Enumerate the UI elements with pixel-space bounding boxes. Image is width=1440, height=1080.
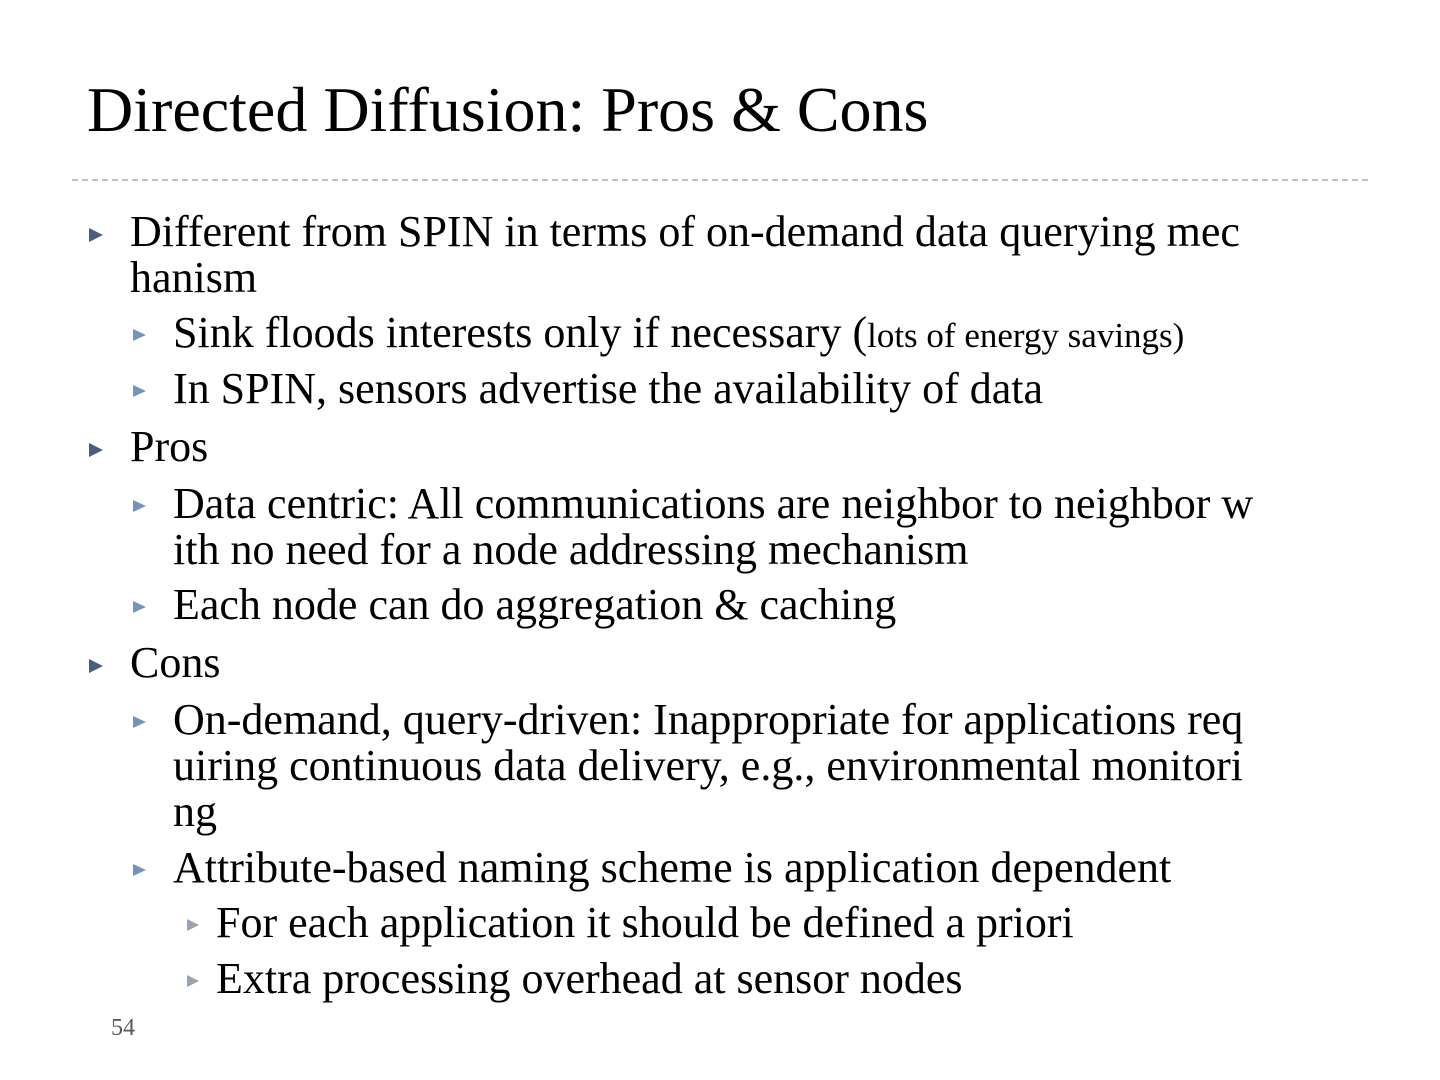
triangle-bullet-icon [133,864,146,876]
triangle-bullet-icon [89,659,103,673]
triangle-bullet-icon [187,919,199,931]
bullet-text: In SPIN, sensors advertise the availability of data [173,364,1044,413]
page-number: 54 [111,1015,135,1041]
bullet-text-line-2: uiring continuous data delivery, e.g., environmental monitori [173,741,1244,790]
bullet-text: Extra processing overhead at sensor nodes [216,954,963,1003]
triangle-bullet-icon [133,500,146,512]
triangle-bullet-icon [89,443,103,457]
bullet-text: Cons [130,638,221,687]
bullet-text [173,310,1184,359]
bullet-text: Each node can do aggregation & caching [173,580,897,629]
bullet-text-line-1: Data centric: All communications are neighbor to neighbor w [173,479,1254,528]
bullet-text: For each application it should be defined a priori [216,898,1074,947]
bullet-text: Attribute-based naming scheme is application dependent [173,843,1172,892]
triangle-bullet-icon [187,975,199,987]
slide-title: Directed Diffusion: Pros & Cons [87,74,929,145]
bullet-text-line-1: On-demand, query-driven: Inappropriate for applications req [173,695,1244,744]
bullet-text-line-2: ith no need for a node addressing mechanism [173,525,969,574]
bullet-main-text: Sink floods interests only if necessary ( [173,308,868,357]
triangle-bullet-icon [133,601,146,613]
triangle-bullet-icon [89,228,103,242]
bullet-text-line-1: Different from SPIN in terms of on-demand data querying mec [130,207,1240,256]
triangle-bullet-icon [133,716,146,728]
bullet-text-line-3: ng [173,787,217,836]
triangle-bullet-icon [133,329,146,341]
triangle-bullet-icon [133,385,146,397]
bullet-text: Pros [130,422,209,471]
bullet-note-text: lots of energy savings) [867,316,1185,355]
bullet-text-line-2: hanism [130,253,258,302]
